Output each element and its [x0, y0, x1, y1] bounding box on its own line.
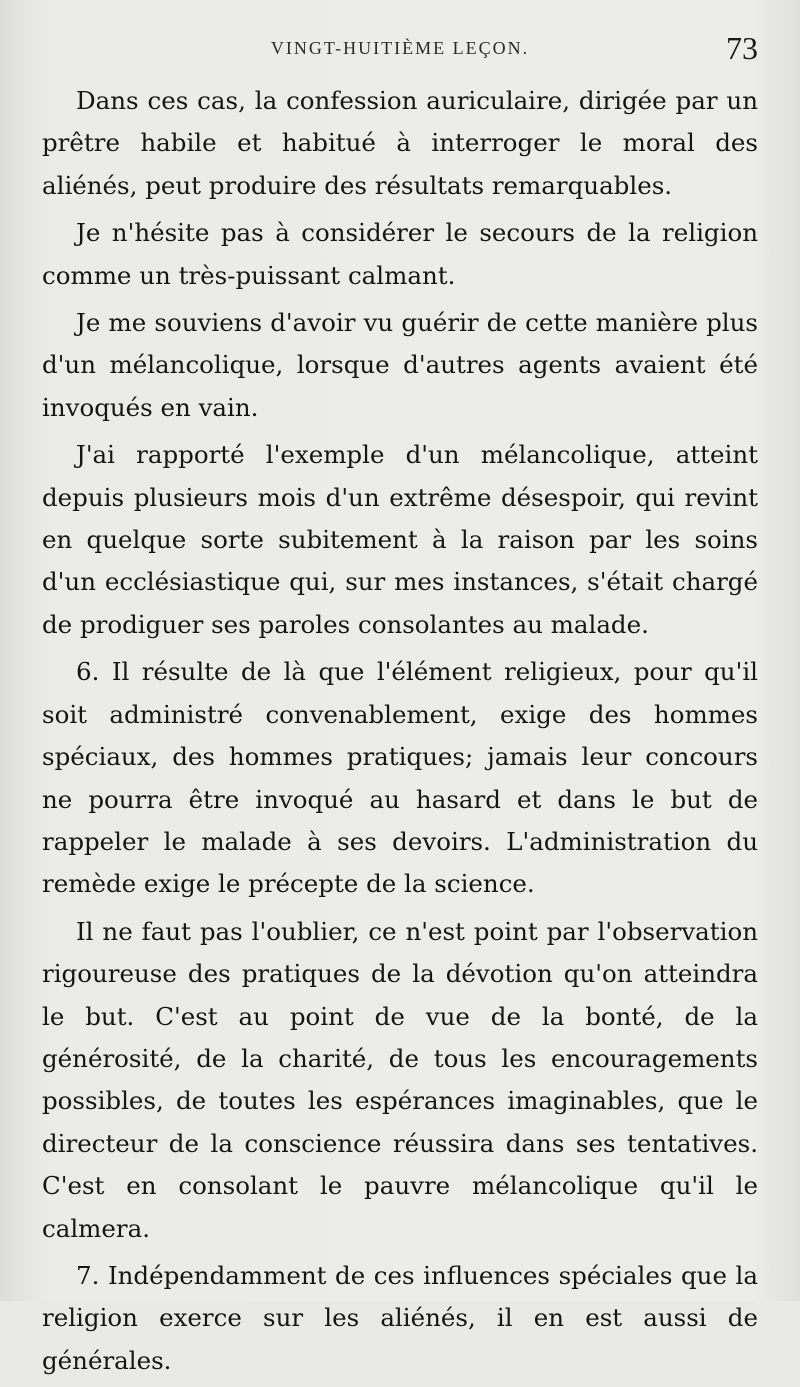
paragraph-2: Je n'hésite pas à considérer le secours de la religion comme un très-puissant calmant.	[42, 218, 758, 290]
paragraph-6: Il ne faut pas l'oublier, ce n'est point par l'observation rigoureuse des pratiques de la dévotion qu'on atteindra le but. C'est au point de vue de la bonté, de la générosité, de la charité, de tous les encouragements possibles, de toutes les espérances imaginables, que le directeur de la conscience réussira dans ses tentatives. C'est en consolant le pauvre mélancolique qu'il le calmera.	[42, 916, 758, 1243]
page-number: 73	[726, 30, 758, 66]
paragraph-1: Dans ces cas, la confession auriculaire, dirigée par un prêtre habile et habitué à interroger le moral des aliénés, peut produire des résultats remarquables.	[42, 86, 758, 200]
text-column	[42, 80, 758, 1387]
paragraph-4: J'ai rapporté l'exemple d'un mélancolique, atteint depuis plusieurs mois d'un extrême désespoir, qui revint en quelque sorte subitement à la raison par les soins d'un ecclésiastique qui, sur mes instances, s'était chargé de prodiguer ses paroles consolantes au malade.	[42, 440, 758, 639]
running-title: VINGT-HUITIÈME LEÇON.	[270, 38, 530, 58]
paragraph-3: Je me souviens d'avoir vu guérir de cette manière plus d'un mélancolique, lorsque d'autres agents avaient été invoqués en vain.	[42, 308, 758, 422]
paragraph-5: 6. Il résulte de là que l'élément religieux, pour qu'il soit administré convenablement, exige des hommes spéciaux, des hommes pratiques; jamais leur concours ne pourra être invoqué au hasard et dans le but de rappeler le malade à ses devoirs. L'administration du remède exige le précepte de la science.	[42, 657, 758, 899]
page-header	[42, 30, 758, 70]
paragraph-7: 7. Indépendamment de ces influences spéciales que la religion exerce sur les aliénés, il en est aussi de générales.	[42, 1260, 758, 1375]
